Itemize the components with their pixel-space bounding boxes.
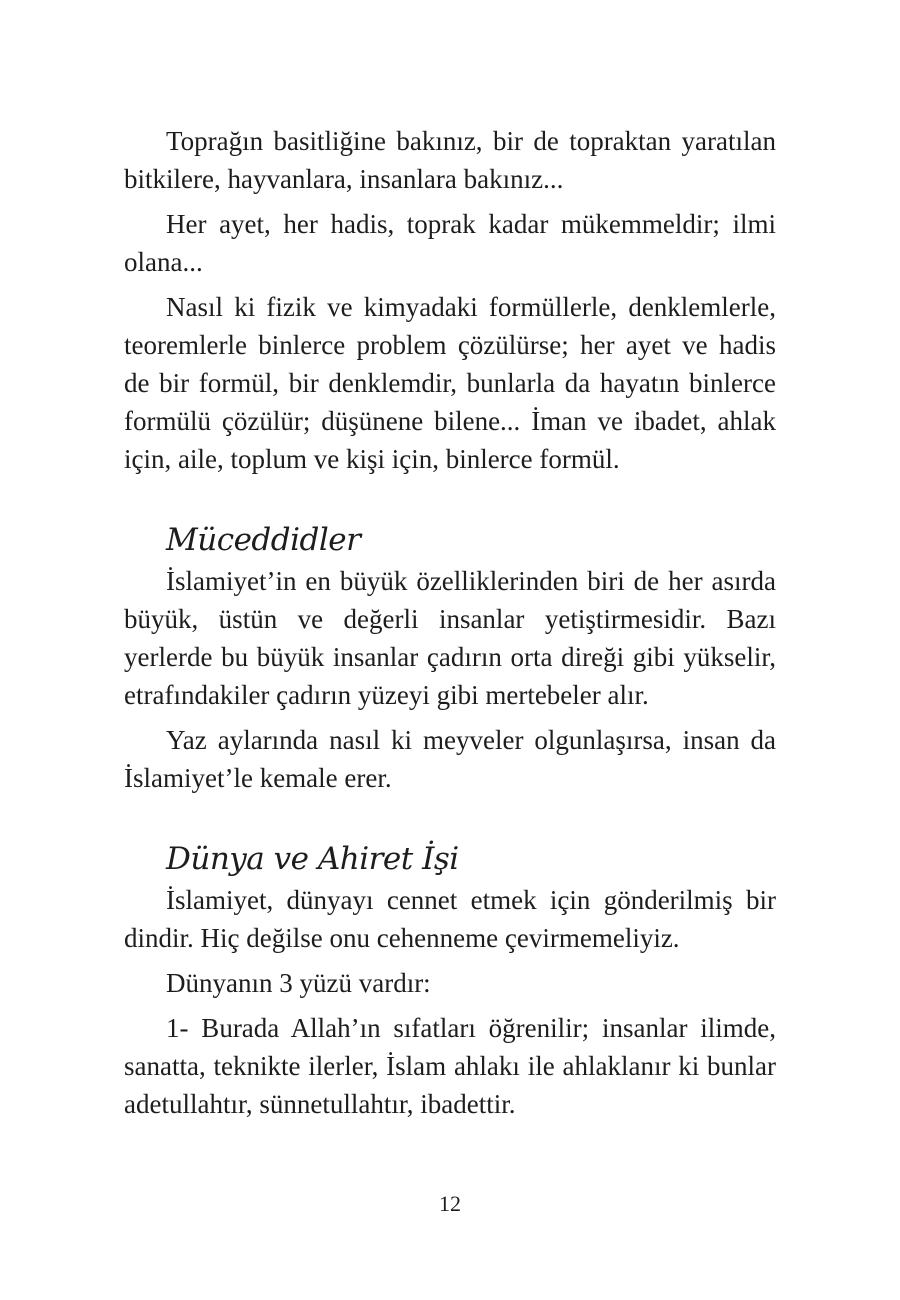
book-page bbox=[124, 122, 776, 1130]
paragraph-toprak: Toprağın basitliğine bakınız, bir de topraktan yaratılan bitkilere, hayvanlara, insanlara bakınız... bbox=[124, 126, 776, 194]
paragraph-formuller: Nasıl ki fizik ve kimyadaki formüllerle, denklemlerle, teoremlerle binlerce problem çözülürse; her ayet ve hadis de bir formül, bir denklemdir, bunlarla da hayatın binlerce formülü çözülür; düşünene bilene... İman ve ibadet, ahlak için, aile, toplum ve kişi için, binlerce formül. bbox=[124, 292, 776, 474]
section-heading-muceddidler: Müceddidler bbox=[166, 522, 361, 558]
paragraph-madde-1: 1- Burada Allah’ın sıfatları öğrenilir; insanlar ilimde, sanatta, teknikte ilerler, İslam ahlakı ile ahlaklanır ki bunlar adetullahtır, sünnetullahtır, ibadettir. bbox=[124, 1013, 776, 1119]
paragraph-yaz-aylari: Yaz aylarında nasıl ki meyveler olgunlaşırsa, insan da İslamiyet’le kemale erer. bbox=[124, 725, 776, 793]
section-heading-dunya-ahiret: Dünya ve Ahiret İşi bbox=[166, 841, 459, 877]
paragraph-islamiyet-ozellik: İslamiyet’in en büyük özelliklerinden biri de her asırda büyük, üstün ve değerli insanlar yetiştirmesidir. Bazı yerlerde bu büyük insanlar çadırın orta direği gibi yükselir, etrafındakiler çadırın yüzeyi gibi mertebeler alır. bbox=[124, 566, 776, 710]
page-number: 12 bbox=[439, 1191, 461, 1216]
paragraph-ayet-hadis: Her ayet, her hadis, toprak kadar mükemmeldir; ilmi olana... bbox=[124, 209, 776, 277]
paragraph-dunyanin-yuzu: Dünyanın 3 yüzü vardır: bbox=[166, 968, 431, 998]
paragraph-dunyayi-cennet: İslamiyet, dünyayı cennet etmek için gönderilmiş bir dindir. Hiç değilse onu cehenneme çevirmemeliyiz. bbox=[124, 885, 776, 953]
